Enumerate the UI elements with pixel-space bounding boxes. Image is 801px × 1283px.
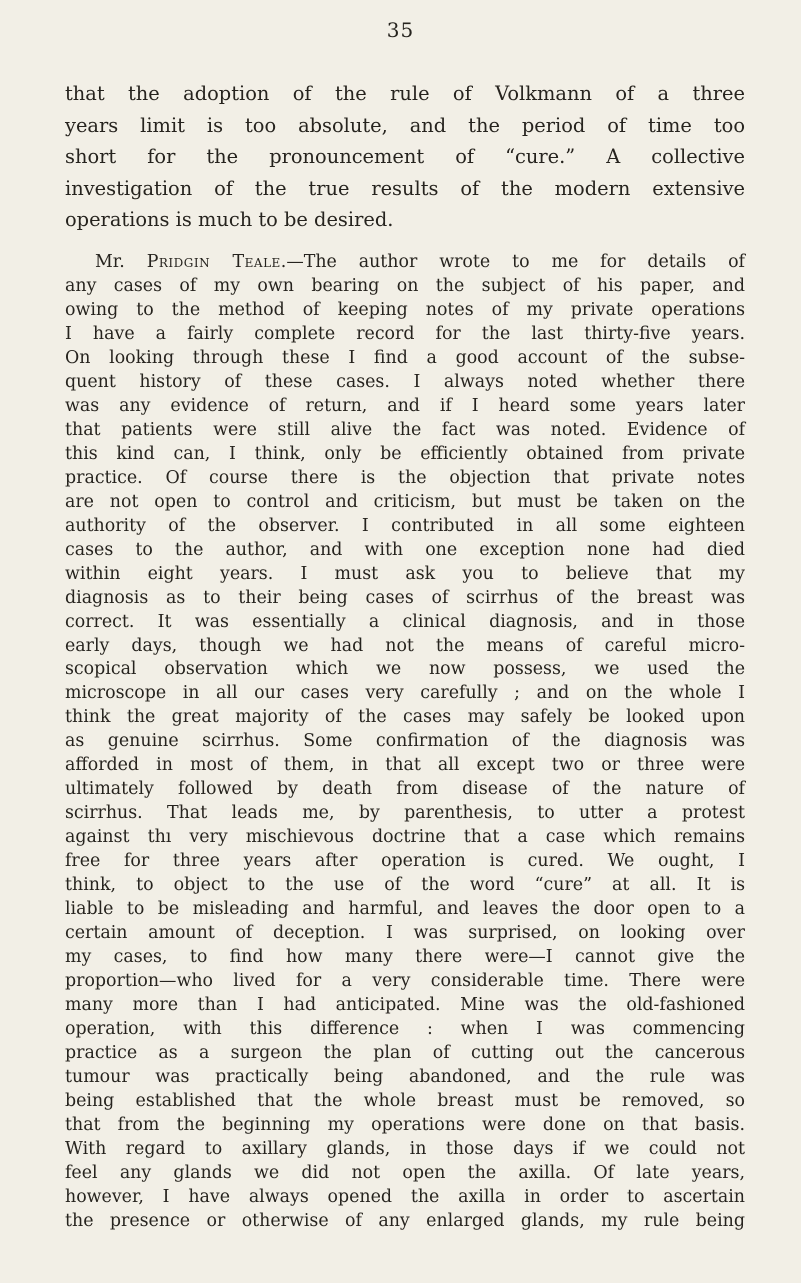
text-line: On looking through these I find a good account of the subse- — [65, 347, 745, 368]
lead-line: that the adoption of the rule of Volkmann of a three — [65, 82, 745, 105]
first-line-text: .—The author wrote to me for details of — [280, 252, 745, 272]
text-line: diagnosis as to their being cases of scirrhus of the breast was — [65, 587, 745, 608]
text-line: With regard to axillary glands, in those days if we could not — [65, 1138, 745, 1159]
text-line: practice as a surgeon the plan of cutting out the cancerous — [65, 1042, 745, 1063]
text-line: scopical observation which we now possess, we used the — [65, 659, 745, 680]
text-line: microscope in all our cases very carefully ; and on the whole I — [65, 683, 745, 704]
page-number: 35 — [386, 18, 415, 42]
text-line: cases to the author, and with one exception none had died — [65, 539, 745, 560]
text-line: was any evidence of return, and if I heard some years later — [65, 395, 745, 416]
text-line: being established that the whole breast must be removed, so — [65, 1090, 745, 1111]
text-line: the presence or otherwise of any enlarged glands, my rule being — [65, 1210, 745, 1231]
text-line: however, I have always opened the axilla in order to ascertain — [65, 1186, 745, 1207]
text-line: many more than I had anticipated. Mine was the old-fashioned — [65, 995, 745, 1016]
text-line: free for three years after operation is cured. We ought, I — [65, 851, 745, 872]
lead-line: operations is much to be desired. — [65, 208, 394, 231]
text-line: think the great majority of the cases may safely be looked upon — [65, 707, 745, 728]
text-line: scirrhus. That leads me, by parenthesis, to utter a protest — [65, 803, 745, 824]
text-line: feel any glands we did not open the axilla. Of late years, — [65, 1162, 745, 1183]
text-line: tumour was practically being abandoned, and the rule was — [65, 1066, 745, 1087]
lead-line: investigation of the true results of the modern extensive — [65, 176, 745, 200]
text-line: that patients were still alive the fact was noted. Evidence of — [65, 419, 745, 440]
text-line: I have a fairly complete record for the last thirty-five years. — [65, 323, 745, 344]
text-line: operation, with this difference : when I was commencing — [65, 1019, 745, 1039]
text-line: quent history of these cases. I always noted whether there — [65, 371, 745, 392]
text-line: practice. Of course there is the objection that private notes — [65, 467, 745, 488]
speaker-title: Mr. — [95, 252, 125, 272]
text-line: that from the beginning my operations were done on that basis. — [65, 1114, 745, 1135]
text-line: this kind can, I think, only be efficiently obtained from private — [65, 443, 745, 464]
text-line: authority of the observer. I contributed in all some eighteen — [65, 515, 745, 536]
text-line: against thı very mischievous doctrine that a case which remains — [65, 827, 745, 848]
text-line: afforded in most of them, in that all except two or three were — [65, 755, 745, 776]
text-line: owing to the method of keeping notes of my private operations — [65, 299, 745, 320]
text-line: are not open to control and criticism, but must be taken on the — [65, 491, 745, 512]
lead-line: short for the pronouncement of “cure.” A collective — [65, 145, 745, 168]
lead-paragraph — [65, 78, 745, 236]
text-line: within eight years. I must ask you to believe that my — [65, 563, 745, 584]
text-line: my cases, to find how many there were—I cannot give the — [65, 947, 745, 968]
text-line: any cases of my own bearing on the subject of his paper, and — [65, 275, 745, 296]
text-line: think, to object to the use of the word “cure” at all. It is — [65, 875, 745, 896]
discussion-first-line — [65, 251, 745, 275]
discussion-lines — [65, 275, 745, 1234]
text-line: liable to be misleading and harmful, and leaves the door open to a — [65, 899, 745, 920]
speaker-name: Pridgin Teale — [146, 252, 281, 272]
text-line: certain amount of deception. I was surprised, on looking over — [65, 923, 745, 944]
lead-line: years limit is too absolute, and the period of time too — [65, 113, 745, 137]
text-line: early days, though we had not the means of careful micro- — [65, 635, 745, 656]
text-line: correct. It was essentially a clinical diagnosis, and in those — [65, 611, 745, 632]
text-line: as genuine scirrhus. Some confirmation of the diagnosis was — [65, 731, 745, 752]
text-line: ultimately followed by death from disease of the nature of — [65, 779, 745, 800]
discussion-paragraph — [65, 251, 745, 1234]
text-line: proportion—who lived for a very considerable time. There were — [65, 971, 745, 992]
